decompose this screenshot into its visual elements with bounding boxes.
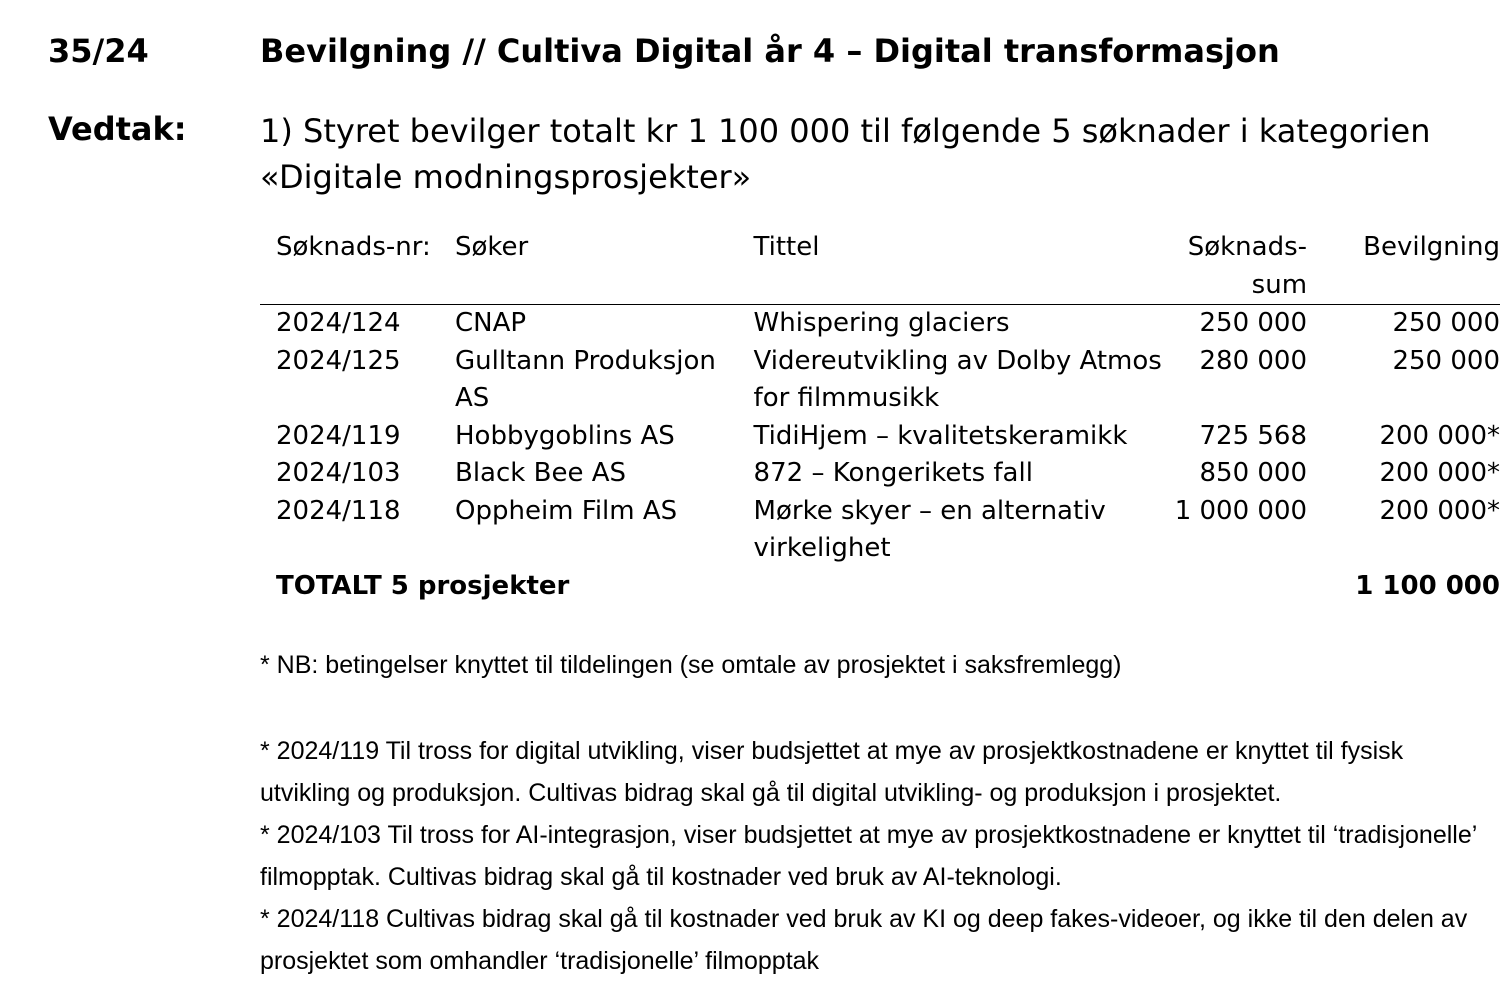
cell-applicant: Gulltann Produksjon AS: [455, 345, 716, 413]
cell-title: 872 – Kongerikets fall: [753, 458, 1033, 488]
table-row: [260, 305, 1500, 343]
cell-applied-sum: 250 000: [1199, 308, 1308, 338]
table-row: [260, 343, 1500, 418]
cell-grant: 250 000: [1392, 308, 1500, 338]
grants-table: [260, 229, 1500, 605]
cell-grant: 200 000*: [1379, 420, 1500, 451]
cell-applied-sum: 850 000: [1199, 458, 1308, 488]
cell-application-number: 2024/125: [276, 345, 401, 376]
cell-application-number: 2024/103: [276, 458, 401, 488]
decision-label: Vedtak:: [48, 110, 187, 148]
table-header-row: [260, 229, 1500, 305]
table-row: [260, 455, 1500, 493]
total-label: TOTALT 5 prosjekter: [276, 570, 570, 601]
cell-application-number: 2024/119: [276, 420, 401, 451]
table-row: [260, 493, 1500, 568]
table-total-row: [260, 568, 1500, 606]
cell-title: Videreutvikling av Dolby Atmos for filmmusikk: [753, 345, 1162, 413]
cell-application-number: 2024/118: [276, 495, 401, 526]
header-applicant: Søker: [455, 229, 754, 305]
condition-notes: [260, 730, 1500, 982]
header-applied-sum: Søknads-sum: [1167, 229, 1307, 305]
header-application-number: Søknads-nr:: [260, 229, 455, 305]
case-number: 35/24: [48, 32, 149, 70]
cell-applicant: Oppheim Film AS: [455, 495, 678, 526]
cell-grant: 200 000*: [1379, 458, 1500, 488]
conditions-footnote: * NB: betingelser knyttet til tildelingen (se omtale av prosjektet i saksfremlegg): [260, 651, 1122, 679]
cell-applied-sum: 725 568: [1199, 420, 1308, 451]
condition-note: * 2024/119 Til tross for digital utvikling, viser budsjettet at mye av prosjektkostnadene er knyttet til fysisk utvikling og produksjon. Cultivas bidrag skal gå til digital utvikling- og produksjon i prosjektet.: [260, 737, 1404, 807]
header-grant: Bevilgning: [1307, 229, 1500, 305]
cell-applied-sum: 280 000: [1199, 345, 1308, 376]
decision-text: 1) Styret bevilger totalt kr 1 100 000 til følgende 5 søknader i kategorien «Digitale modningsprosjekter»: [260, 112, 1431, 196]
cell-grant: 250 000: [1392, 345, 1500, 376]
case-title: Bevilgning // Cultiva Digital år 4 – Digital transformasjon: [260, 32, 1280, 70]
cell-applicant: Black Bee AS: [455, 458, 626, 488]
condition-note: * 2024/118 Cultivas bidrag skal gå til kostnader ved bruk av KI og deep fakes-videoer, og ikke til den delen av prosjektet som omhandler ‘tradisjonelle’ filmopptak: [260, 905, 1468, 975]
cell-applied-sum: 1 000 000: [1174, 495, 1308, 526]
cell-title: TidiHjem – kvalitetskeramikk: [753, 420, 1128, 451]
cell-application-number: 2024/124: [276, 308, 401, 338]
header-title: Tittel: [754, 229, 1167, 305]
table-row: [260, 418, 1500, 456]
condition-note: * 2024/103 Til tross for AI-integrasjon, viser budsjettet at mye av prosjektkostnadene er knyttet til ‘tradisjonelle’ filmopptak. Cultivas bidrag skal gå til kostnader ved bruk av AI-teknologi.: [260, 821, 1477, 891]
cell-grant: 200 000*: [1379, 495, 1500, 526]
cell-applicant: CNAP: [455, 308, 527, 338]
cell-title: Mørke skyer – en alternativ virkelighet: [753, 495, 1106, 563]
total-grant: 1 100 000: [1355, 570, 1500, 601]
cell-title: Whispering glaciers: [753, 308, 1010, 338]
cell-applicant: Hobbygoblins AS: [455, 420, 675, 451]
